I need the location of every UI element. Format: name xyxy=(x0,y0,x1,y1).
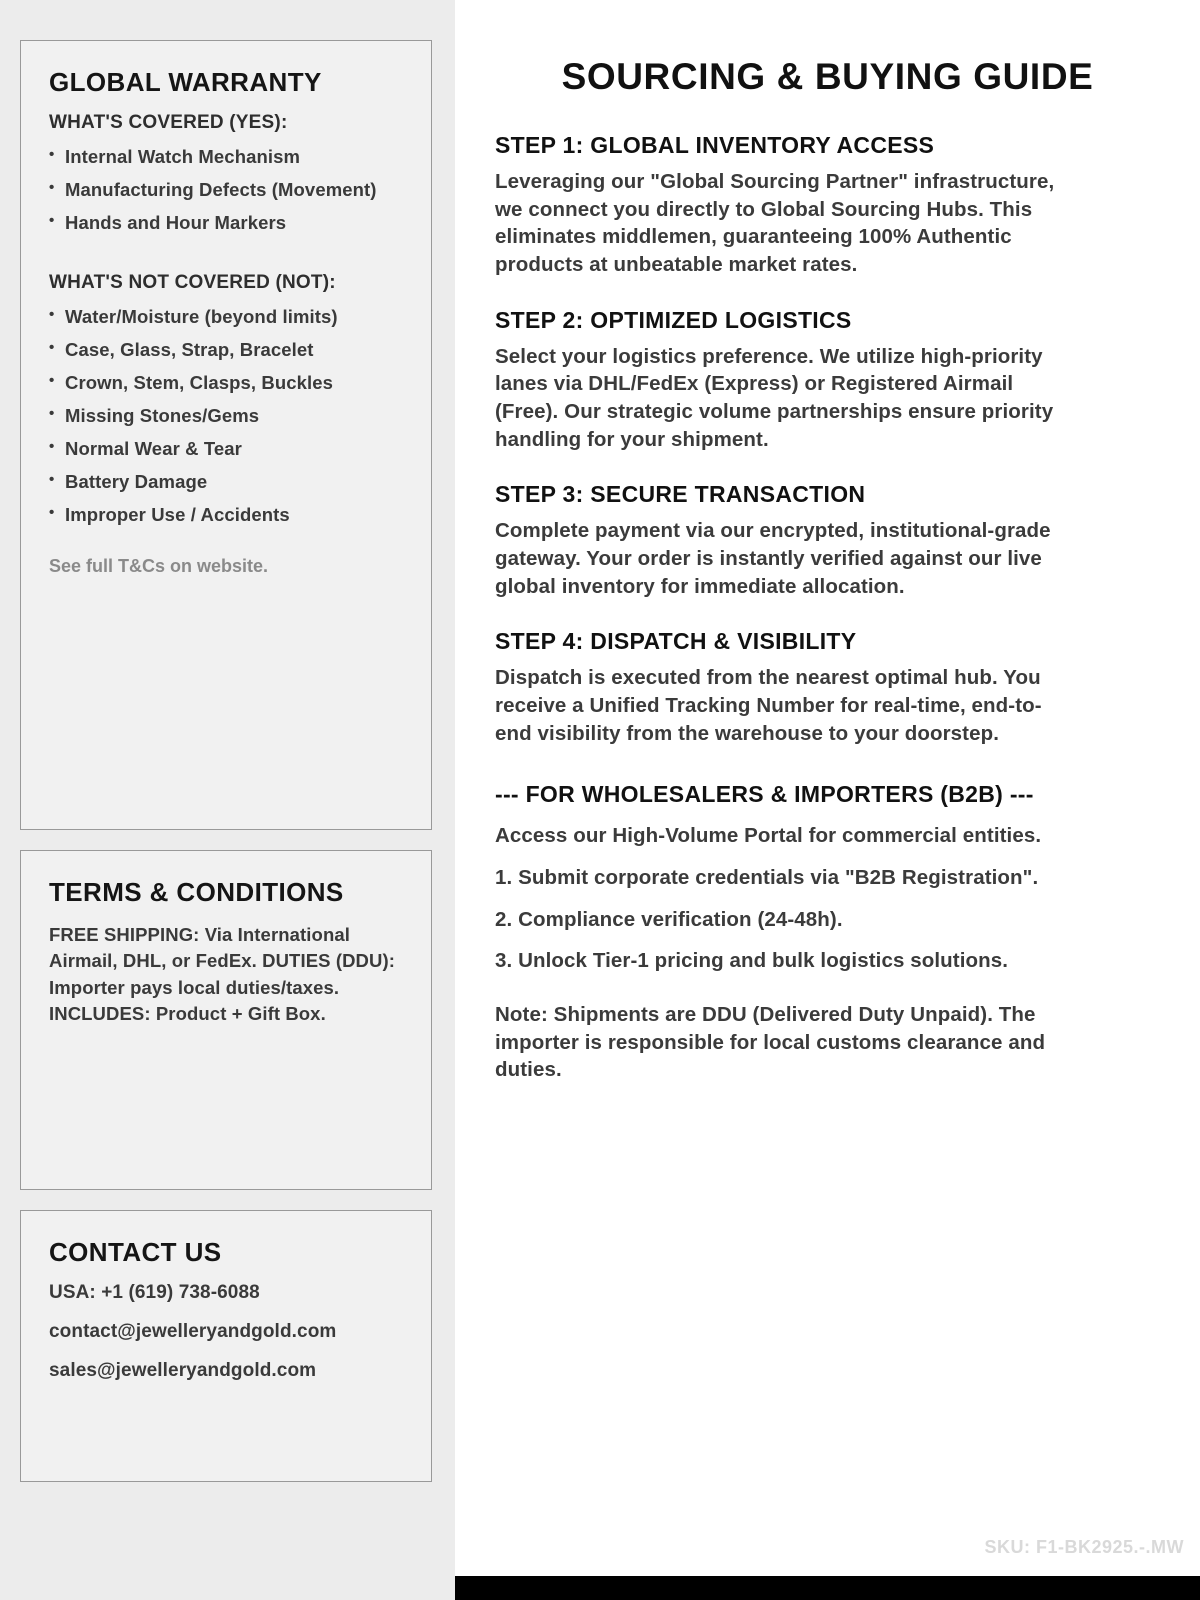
list-item: • Case, Glass, Strap, Bracelet xyxy=(49,339,403,361)
list-item: • Improper Use / Accidents xyxy=(49,504,403,526)
step-4-heading: STEP 4: DISPATCH & VISIBILITY xyxy=(495,628,857,655)
contact-phone: USA: +1 (619) 738-6088 xyxy=(49,1282,260,1303)
step-3-heading: STEP 3: SECURE TRANSACTION xyxy=(495,481,866,508)
step-4-section xyxy=(495,628,1055,747)
b2b-step-3: 3. Unlock Tier-1 pricing and bulk logistics solutions. xyxy=(495,949,1009,973)
list-item: • Missing Stones/Gems xyxy=(49,405,403,427)
step-2-section xyxy=(495,307,1055,454)
covered-list xyxy=(49,146,403,234)
terms-title: TERMS & CONDITIONS xyxy=(49,877,344,907)
contact-us-panel xyxy=(20,1210,432,1482)
list-item: • Crown, Stem, Clasps, Buckles xyxy=(49,372,403,394)
contact-title: CONTACT US xyxy=(49,1237,222,1267)
not-covered-heading: WHAT'S NOT COVERED (NOT): xyxy=(49,272,336,293)
contact-email-sales: sales@jewelleryandgold.com xyxy=(49,1360,317,1381)
step-1-section xyxy=(495,132,1055,279)
b2b-heading: --- FOR WHOLESALERS & IMPORTERS (B2B) --- xyxy=(495,781,1034,808)
list-item: • Manufacturing Defects (Movement) xyxy=(49,179,403,201)
info-sidebar xyxy=(0,0,455,1600)
list-item: • Water/Moisture (beyond limits) xyxy=(49,306,403,328)
b2b-intro: Access our High-Volume Portal for commercial entities. xyxy=(495,824,1042,848)
b2b-note: Note: Shipments are DDU (Delivered Duty Unpaid). The importer is responsible for local customs clearance and duties. xyxy=(495,1003,1046,1082)
warranty-title: GLOBAL WARRANTY xyxy=(49,67,322,97)
list-item: • Internal Watch Mechanism xyxy=(49,146,403,168)
step-1-heading: STEP 1: GLOBAL INVENTORY ACCESS xyxy=(495,132,935,158)
sourcing-guide-content xyxy=(455,0,1200,1600)
contact-email-primary: contact@jewelleryandgold.com xyxy=(49,1321,337,1342)
b2b-step-1: 1. Submit corporate credentials via "B2B Registration". xyxy=(495,866,1039,890)
step-2-heading: STEP 2: OPTIMIZED LOGISTICS xyxy=(495,306,852,333)
terms-body: FREE SHIPPING: Via International Airmail, DHL, or FedEx. DUTIES (DDU): Importer pays local duties/taxes. INCLUDES: Product + Gift Box. xyxy=(49,924,395,1024)
list-item: • Normal Wear & Tear xyxy=(49,438,403,460)
page-title: SOURCING & BUYING GUIDE xyxy=(561,56,1094,97)
not-covered-list xyxy=(49,306,403,526)
covered-heading: WHAT'S COVERED (YES): xyxy=(49,112,288,133)
bottom-divider-bar xyxy=(455,1576,1200,1600)
step-1-body: Leveraging our "Global Sourcing Partner" infrastructure, we connect you directly to Global Sourcing Hubs. This eliminates middlemen, guaranteeing 100% Authentic products at unbeatable market rates. xyxy=(495,170,1055,277)
step-4-body: Dispatch is executed from the nearest optimal hub. You receive a Unified Tracking Number for real-time, end-to-end visibility from the warehouse to your doorstep. xyxy=(495,666,1042,745)
warranty-footnote: See full T&Cs on website. xyxy=(49,556,269,576)
step-3-section xyxy=(495,481,1055,600)
list-item: • Battery Damage xyxy=(49,471,403,493)
b2b-section xyxy=(495,781,1055,1084)
b2b-step-2: 2. Compliance verification (24-48h). xyxy=(495,907,843,931)
terms-conditions-panel xyxy=(20,850,432,1190)
step-2-body: Select your logistics preference. We utilize high-priority lanes via DHL/FedEx (Express) or Registered Airmail (Free). Our strategic volume partnerships ensure priority handling for your shipment. xyxy=(495,344,1054,451)
step-3-body: Complete payment via our encrypted, institutional-grade gateway. Your order is instantly verified against our live global inventory for immediate allocation. xyxy=(495,519,1051,598)
list-item: • Hands and Hour Markers xyxy=(49,212,403,234)
global-warranty-panel xyxy=(20,40,432,830)
sku-label: SKU: F1-BK2925.-.MW xyxy=(984,1537,1184,1557)
